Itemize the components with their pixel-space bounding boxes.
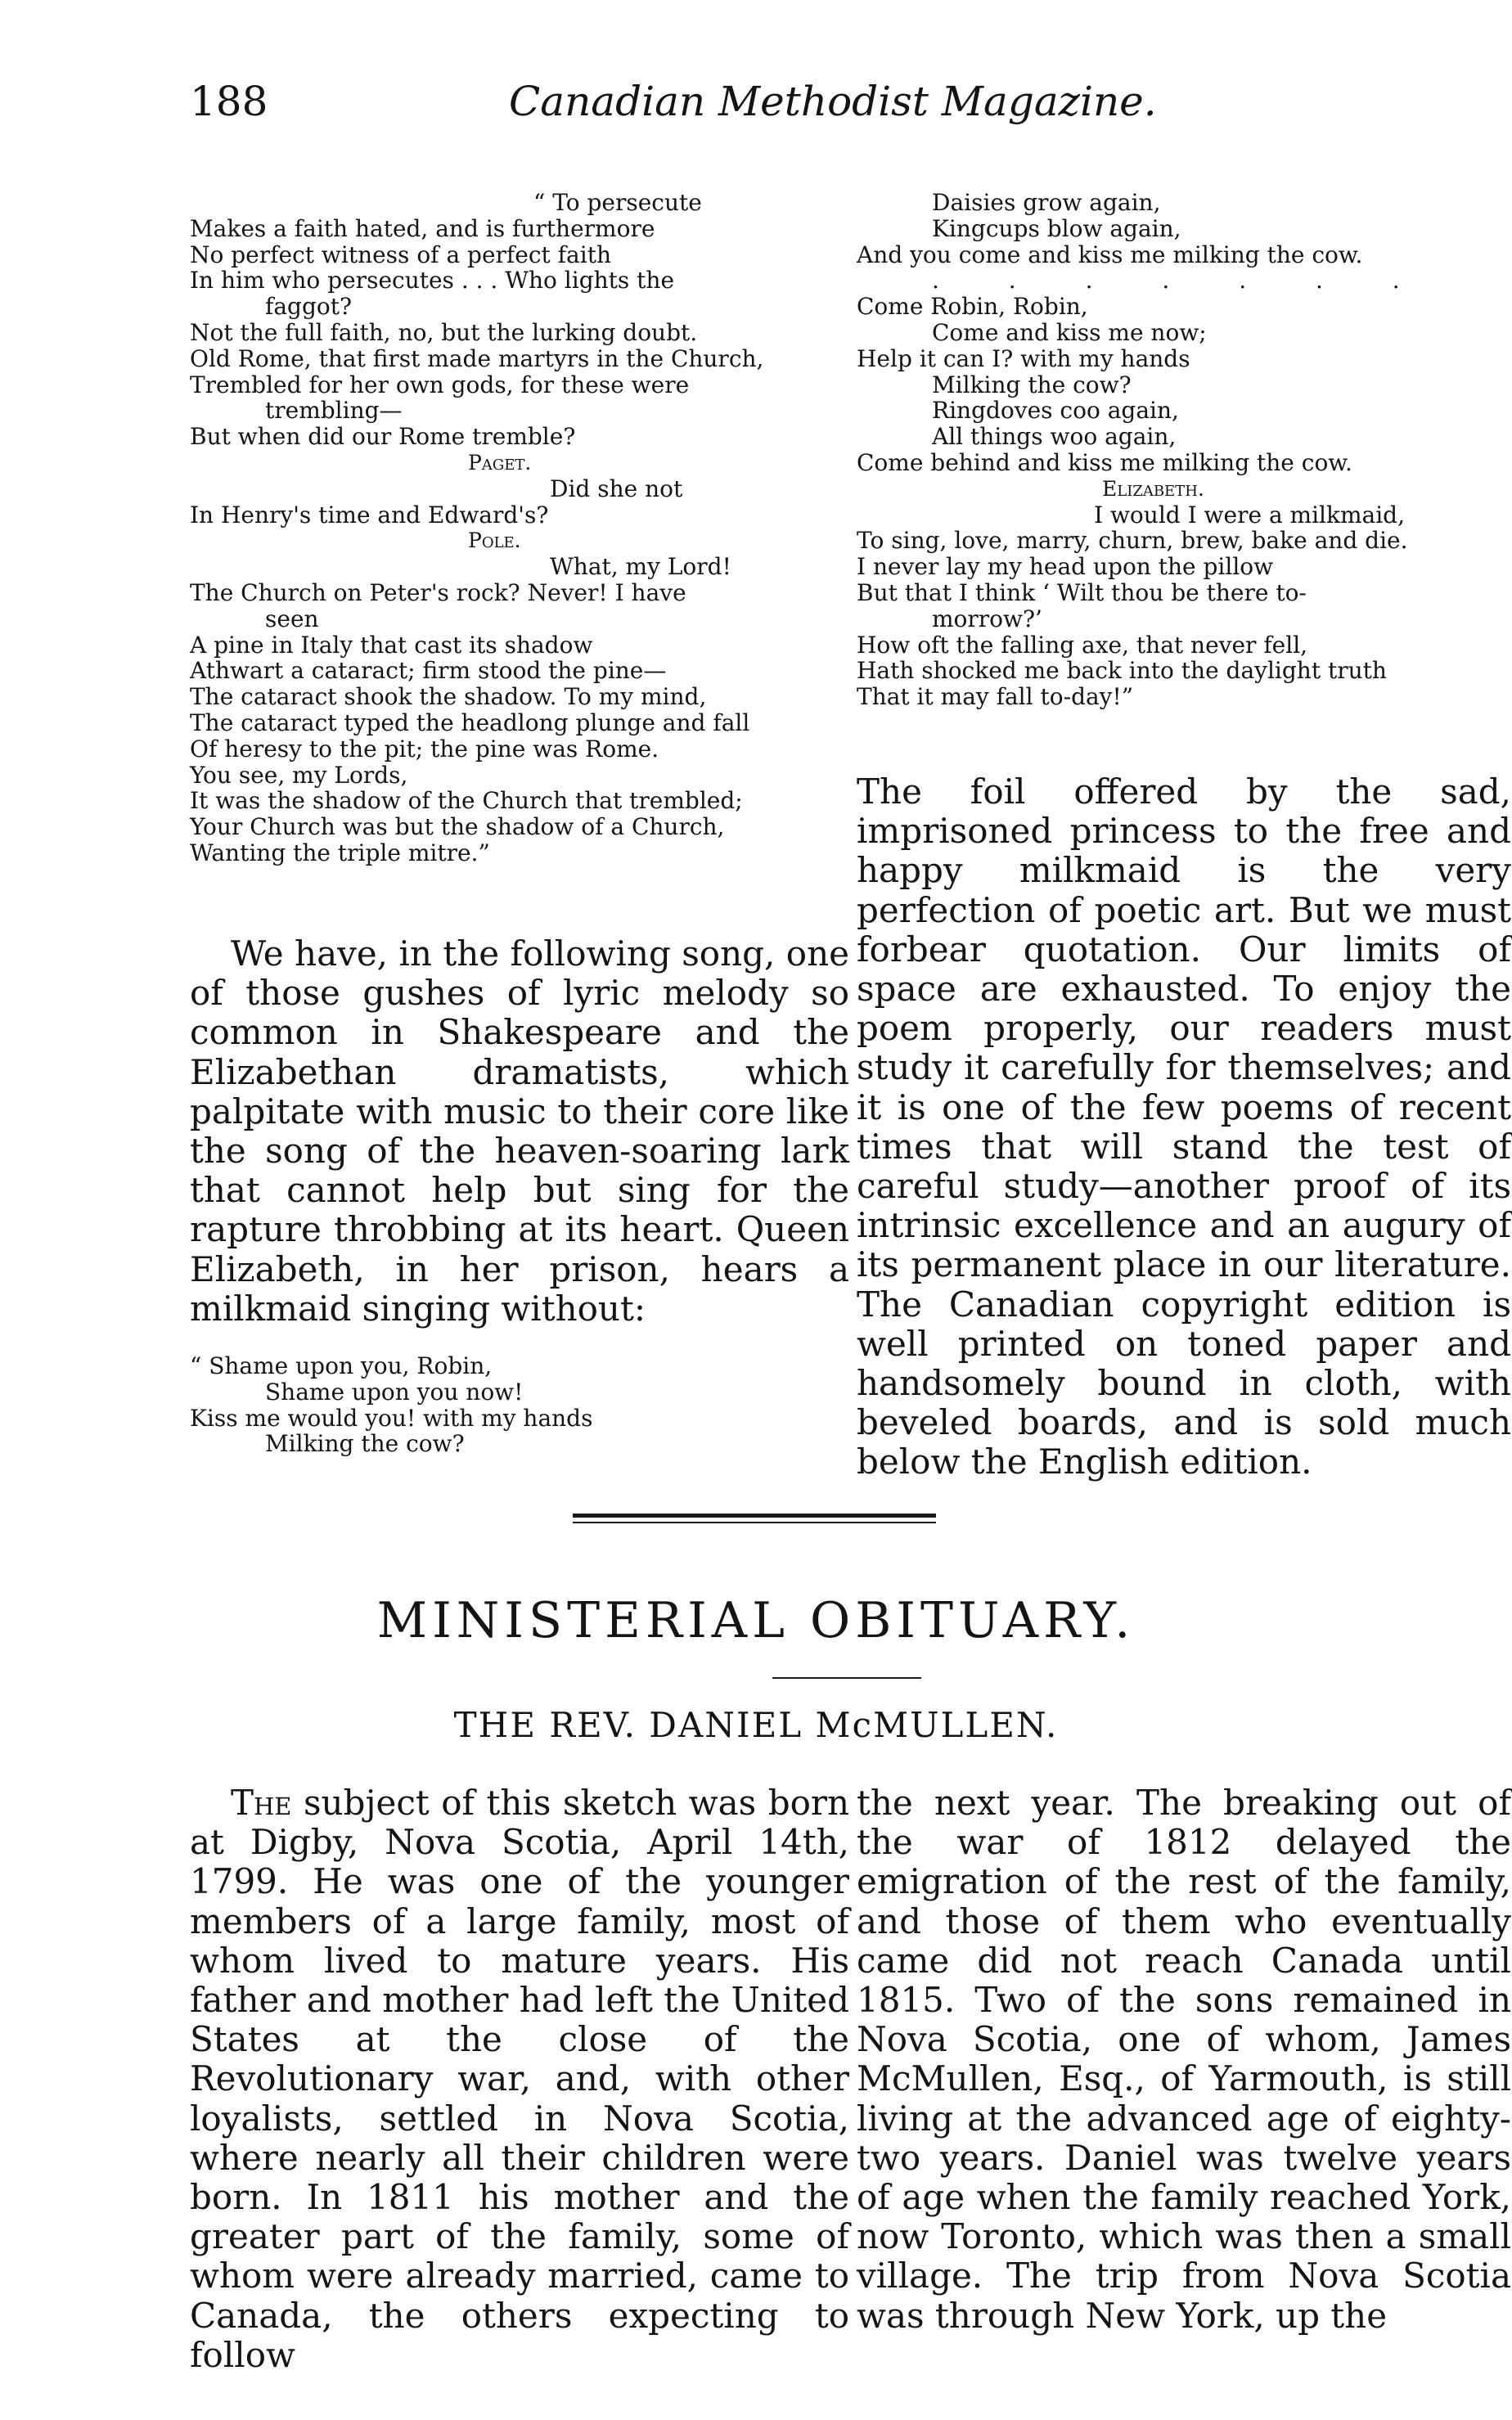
page-number: 188 xyxy=(190,78,268,125)
obituary-left-column xyxy=(190,1784,849,2375)
heading-rule xyxy=(772,1677,921,1679)
verse-line: Milking the cow? xyxy=(932,371,1132,398)
verse-line: The Church on Peter's rock? Never! I have xyxy=(190,578,686,606)
paragraph: the next year. The breaking out of the war of 1812 delayed the emigration of the rest of the family, and those of them who eventually came did not reach Canada until 1815. Two of the sons remained in Nova Scotia, one of whom, James McMullen, Esq., of Yarmouth, is still living at the advanced age of eighty-two years. Daniel was twelve years of age when the family reached York, now Toronto, which was then a small village. The trip from Nova Scotia was through New York, up the xyxy=(857,1783,1511,2336)
verse-line: morrow?’ xyxy=(932,605,1042,632)
verse-line: Wanting the triple mitre.” xyxy=(190,839,490,866)
verse-line: It was the shadow of the Church that trembled; xyxy=(190,787,743,815)
verse-line: And you come and kiss me milking the cow. xyxy=(857,241,1363,268)
paragraph: The foil offered by the sad, imprisoned princess to the free and happy milkmaid is the very perfection of poetic art. But we must forbear quotation. Our limits of space are exhausted. To enjoy the poem properly, our readers must study it carefully for themselves; and it is one of the few poems of recent times that will stand the test of careful study—another proof of its intrinsic excellence and an augury of its permanent place in our literature. The Canadian copyright edition is well printed on toned paper and handsomely bound in cloth, with beveled boards, and is sold much below the English edition. xyxy=(857,771,1511,1482)
verse-line: Hath shocked me back into the daylight truth xyxy=(857,657,1387,685)
opening-word: The xyxy=(231,1783,292,1823)
verse-line: To sing, love, marry, churn, brew, bake and die. xyxy=(857,527,1408,555)
right-verse xyxy=(857,190,1511,710)
verse-line: Athwart a cataract; firm stood the pine— xyxy=(190,657,667,685)
verse-line: All things woo again, xyxy=(932,423,1177,451)
speaker-name: Pole. xyxy=(468,529,521,553)
running-title: Canadian Methodist Magazine. xyxy=(509,78,1157,125)
verse-line: trembling— xyxy=(265,397,403,425)
verse-line: Milking the cow? xyxy=(265,1430,465,1458)
paragraph xyxy=(190,1784,849,2375)
verse-line: Ringdoves coo again, xyxy=(932,397,1179,425)
verse-line: But when did our Rome tremble? xyxy=(190,423,576,451)
verse-line: Come Robin, Robin, xyxy=(857,293,1088,321)
verse-line: faggot? xyxy=(265,293,353,321)
verse-line: Kingcups blow again, xyxy=(932,214,1181,242)
verse-line: I never lay my head upon the pillow xyxy=(857,553,1274,581)
verse-line: Come behind and kiss me milking the cow. xyxy=(857,448,1352,476)
verse-line: The cataract shook the shadow. To my mind, xyxy=(190,683,707,711)
page-header xyxy=(190,78,1278,143)
speaker-name: Elizabeth. xyxy=(1102,476,1204,501)
verse-line: Old Rome, that first made martyrs in the Church, xyxy=(190,344,764,372)
verse-line: Of heresy to the pit; the pine was Rome. xyxy=(190,735,659,762)
verse-line: In Henry's time and Edward's? xyxy=(190,501,549,529)
right-prose xyxy=(857,772,1511,1482)
left-prose xyxy=(190,934,849,1329)
verse-line: Daisies grow again, xyxy=(932,189,1161,216)
verse-line: Makes a faith hated, and is furthermore xyxy=(190,214,655,242)
verse-line: Kiss me would you! with my hands xyxy=(190,1404,593,1432)
obituary-right-column xyxy=(857,1784,1511,2336)
verse-line: How oft the falling axe, that never fell, xyxy=(857,631,1308,659)
left-verse-excerpt xyxy=(190,190,861,866)
verse-line: Shame upon you now! xyxy=(265,1378,524,1406)
verse-line: What, my Lord! xyxy=(550,553,731,581)
verse-line: seen xyxy=(265,605,319,632)
verse-line: Come and kiss me now; xyxy=(932,318,1207,346)
verse-line: The cataract typed the headlong plunge and fall xyxy=(190,708,750,736)
speaker-name: Paget. xyxy=(468,450,532,475)
verse-line: In him who persecutes . . . Who lights the xyxy=(190,267,675,295)
verse-line: Your Church was but the shadow of a Church, xyxy=(190,813,725,841)
verse-line: You see, my Lords, xyxy=(190,761,408,789)
section-divider xyxy=(573,1514,936,1518)
section-divider xyxy=(573,1522,936,1523)
verse-line: “ Shame upon you, Robin, xyxy=(190,1352,493,1379)
article-subheading: THE REV. DANIEL McMULLEN. xyxy=(453,1705,1059,1745)
paragraph: We have, in the following song, one of those gushes of lyric melody so common in Shakespeare and the Elizabethan dramatists, which palpitate with music to their core like the song of the heaven-soaring lark that cannot help but sing for the rapture throbbing at its heart. Queen Elizabeth, in her prison, hears a milkmaid singing without: xyxy=(190,933,849,1329)
verse-line: “ To persecute xyxy=(533,189,702,216)
verse-line: I would I were a milkmaid, xyxy=(1094,501,1405,529)
verse-line: Not the full faith, no, but the lurking doubt. xyxy=(190,318,698,346)
section-heading: MINISTERIAL OBITUARY. xyxy=(376,1592,1136,1649)
paragraph-text: subject of this sketch was born at Digby, Nova Scotia, April 14th, 1799. He was one of the younger members of a large family, most of whom lived to mature years. His father and mother had left the United States at the close of the Revolutionary war, and, with other loyalists, settled in Nova Scotia, where nearly all their children were born. In 1811 his mother and the greater part of the family, some of whom were already married, came to Canada, the others expecting to follow xyxy=(190,1783,849,2375)
verse-line: But that I think ‘ Wilt thou be there to- xyxy=(857,578,1307,606)
verse-line: A pine in Italy that cast its shadow xyxy=(190,631,593,659)
verse-line: No perfect witness of a perfect faith xyxy=(190,241,611,268)
left-verse-song xyxy=(190,1353,844,1457)
verse-line: Did she not xyxy=(550,475,683,502)
verse-line: That it may fall to-day!” xyxy=(857,683,1134,711)
verse-line: Trembled for her own gods, for these were xyxy=(190,371,690,398)
ellipsis-line: . . . . . . . xyxy=(932,267,1431,295)
verse-line: Help it can I? with my hands xyxy=(857,344,1190,372)
